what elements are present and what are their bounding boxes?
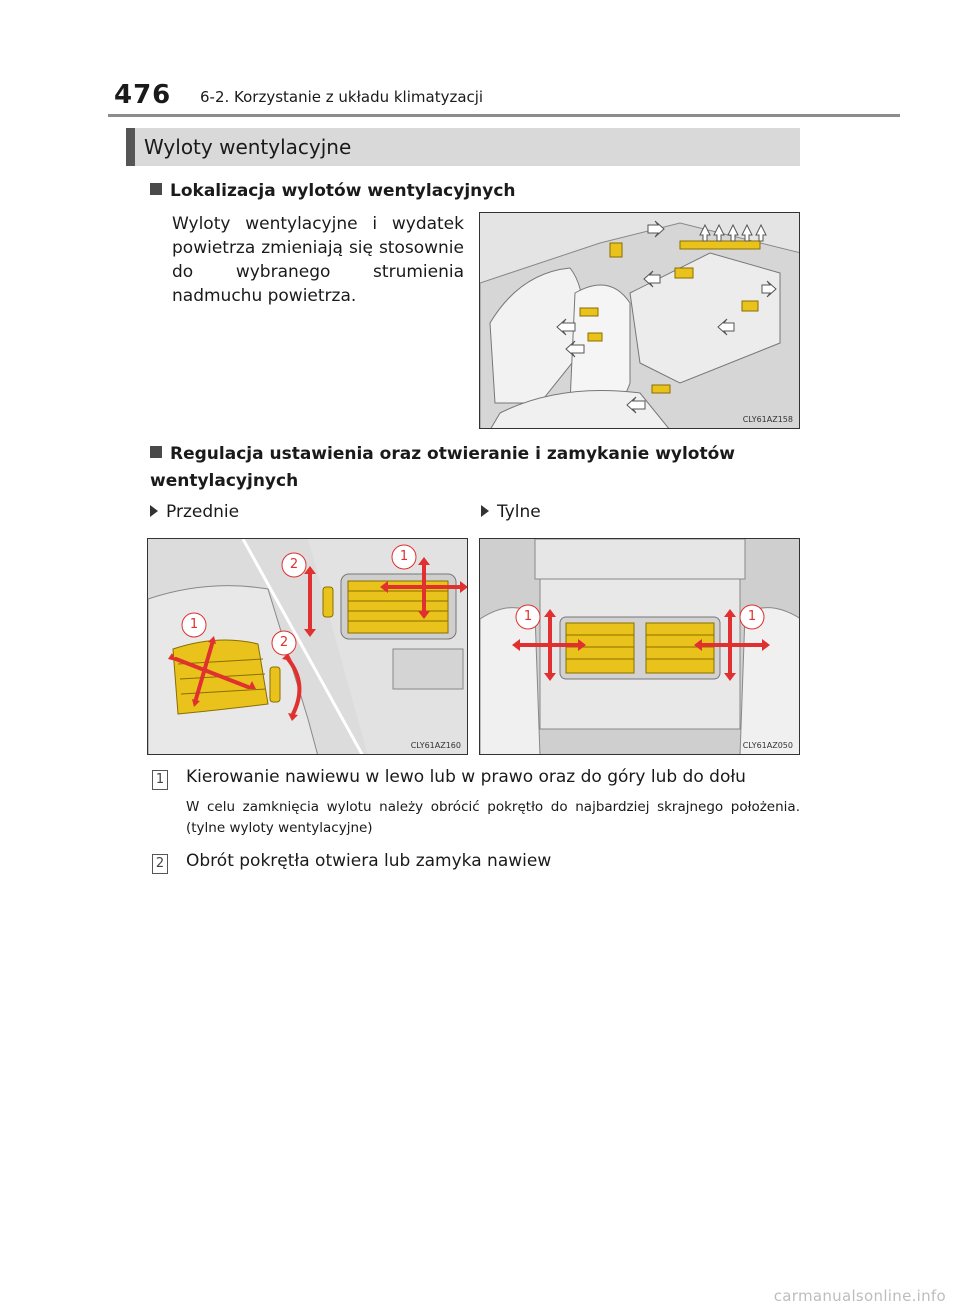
cabin-vents-figure bbox=[479, 212, 800, 429]
section-title-bar bbox=[126, 128, 800, 166]
square-bullet-icon bbox=[150, 183, 162, 195]
rear-vents-illustration bbox=[480, 539, 800, 755]
item-number: 2 bbox=[152, 854, 168, 874]
location-heading bbox=[150, 178, 516, 205]
figure-code: CLY61AZ160 bbox=[410, 741, 461, 750]
front-vents-figure bbox=[147, 538, 468, 755]
item-text: Kierowanie nawiewu w lewo lub w prawo oraz do góry lub do dołu bbox=[186, 767, 746, 787]
callout-number: 1 bbox=[399, 549, 409, 564]
square-bullet-icon bbox=[150, 446, 162, 458]
callout-number: 1 bbox=[189, 617, 199, 632]
rear-label bbox=[481, 502, 541, 522]
rear-vents-figure bbox=[479, 538, 800, 755]
figure-code: CLY61AZ050 bbox=[742, 741, 793, 750]
front-vents-illustration bbox=[148, 539, 468, 755]
front-label bbox=[150, 502, 239, 522]
adjustment-heading bbox=[150, 441, 800, 495]
location-description: Wyloty wentylacyjne i wydatek powietrza zmieniają się stosownie do wybranego strumienia nadmuchu powietrza. bbox=[172, 214, 464, 306]
legend-item-2 bbox=[152, 851, 552, 874]
item-note: W celu zamknięcia wylotu należy obrócić pokrętło do najbardziej skrajnego położenia. (tylne wyloty wentylacyjne) bbox=[186, 799, 800, 836]
figure-code: CLY61AZ158 bbox=[742, 415, 793, 424]
section-accent bbox=[126, 128, 135, 166]
watermark: carmanualsonline.info bbox=[773, 1287, 946, 1305]
triangle-bullet-icon bbox=[481, 505, 489, 517]
adjustment-heading-text: Regulacja ustawienia oraz otwieranie i zamykanie wylotów wentylacyjnych bbox=[150, 444, 736, 491]
callout-number: 2 bbox=[289, 557, 299, 572]
page-number: 476 bbox=[114, 80, 172, 110]
item-number: 1 bbox=[152, 770, 168, 790]
section-title: Wyloty wentylacyjne bbox=[144, 135, 352, 159]
cabin-illustration bbox=[480, 213, 800, 429]
chapter-title: 6-2. Korzystanie z układu klimatyzacji bbox=[200, 88, 484, 106]
callout-number: 1 bbox=[747, 609, 757, 624]
callout-number: 1 bbox=[523, 609, 533, 624]
callout-number: 2 bbox=[279, 635, 289, 650]
front-label-text: Przednie bbox=[166, 502, 240, 522]
triangle-bullet-icon bbox=[150, 505, 158, 517]
location-heading-text: Lokalizacja wylotów wentylacyjnych bbox=[170, 181, 516, 201]
header-divider bbox=[108, 114, 900, 117]
legend-item-1 bbox=[152, 767, 746, 790]
rear-label-text: Tylne bbox=[497, 502, 541, 522]
item-text: Obrót pokrętła otwiera lub zamyka nawiew bbox=[186, 851, 552, 871]
